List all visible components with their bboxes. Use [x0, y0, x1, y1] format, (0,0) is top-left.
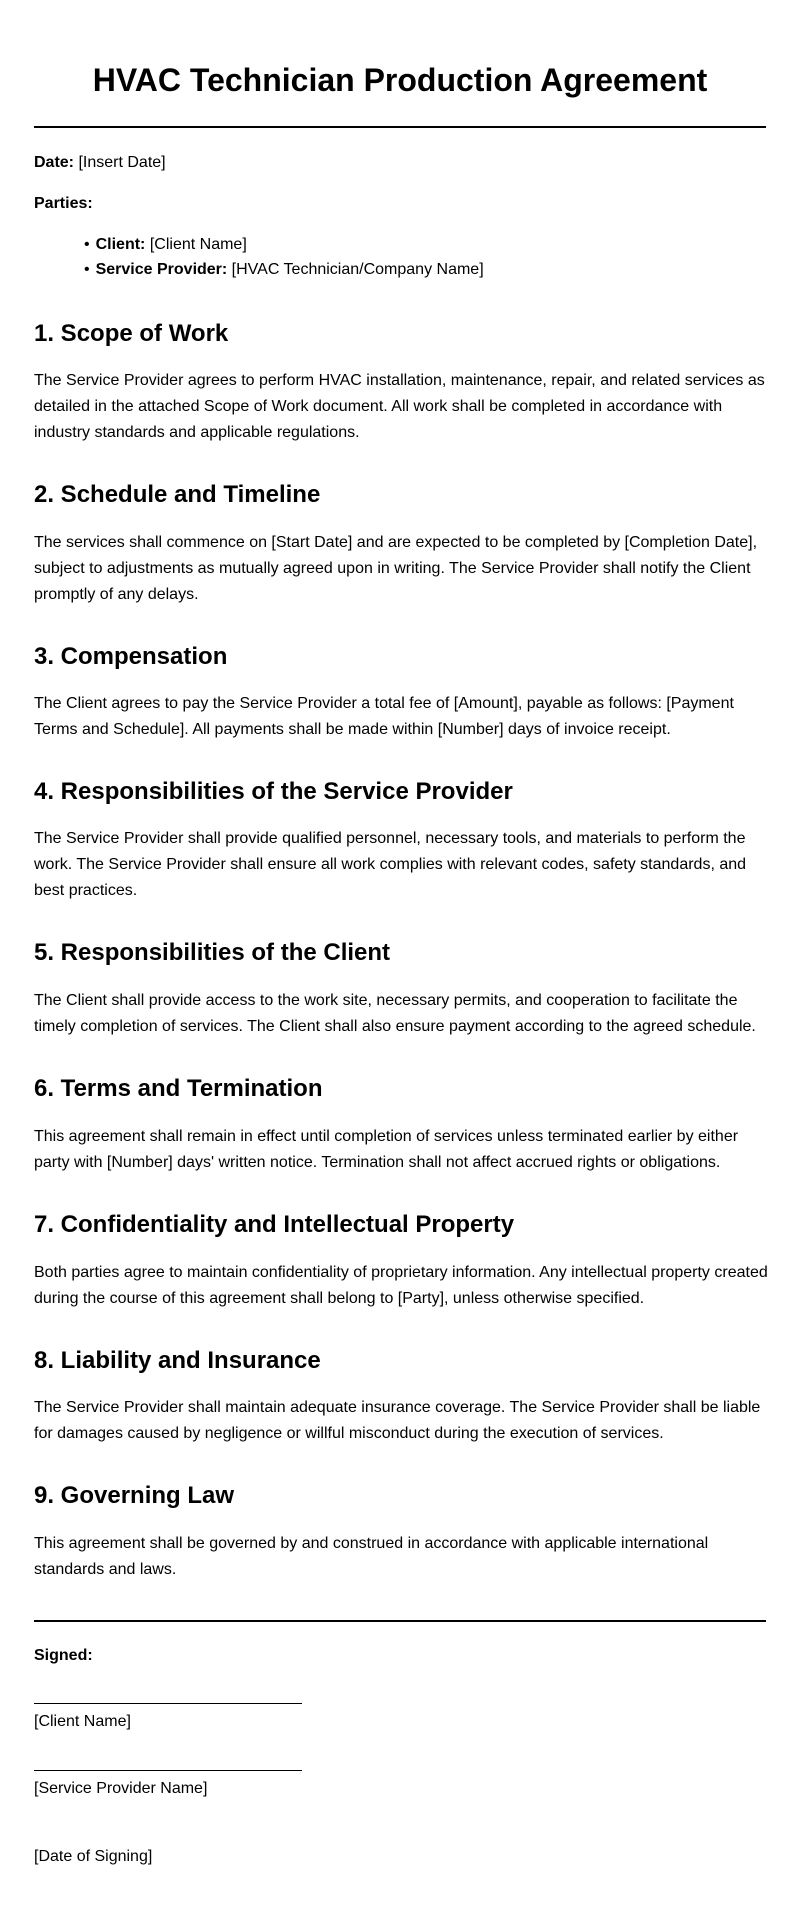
- date-label: Date:: [34, 154, 75, 171]
- client-signature-line: [34, 1703, 302, 1704]
- section-body-provider-responsibilities: The Service Provider shall provide qualified personnel, necessary tools, and materials to perform the work. The Service Provider shall ensure all work complies with relevant codes, safety standards, and best practices.: [34, 830, 747, 899]
- date-of-signing: [Date of Signing]: [34, 1848, 153, 1865]
- section-body-liability: The Service Provider shall maintain adequate insurance coverage. The Service Provider shall be liable for damages caused by negligence or willful misconduct during the execution of services.: [34, 1399, 761, 1442]
- date-line: [34, 151, 166, 175]
- title-divider: [34, 126, 766, 128]
- party-service-provider: [84, 257, 484, 282]
- section-heading-schedule: 2. Schedule and Timeline: [34, 481, 321, 508]
- party-client-value: [Client Name]: [145, 236, 247, 253]
- date-value: [Insert Date]: [74, 154, 166, 171]
- section-body-compensation: The Client agrees to pay the Service Provider a total fee of [Amount], payable as follows: [Payment Terms and Schedule]. All payments shall be made within [Number] days of invoice receipt.: [34, 695, 734, 738]
- section-body-governing-law: This agreement shall be governed by and construed in accordance with applicable international standards and laws.: [34, 1535, 709, 1578]
- section-body-scope-of-work: The Service Provider agrees to perform HVAC installation, maintenance, repair, and related services as detailed in the attached Scope of Work document. All work shall be completed in accordance with industry standards and applicable regulations.: [34, 372, 765, 441]
- party-client: [84, 232, 484, 257]
- parties-list: [84, 232, 484, 282]
- section-heading-confidentiality: 7. Confidentiality and Intellectual Property: [34, 1211, 515, 1238]
- party-client-label: Client:: [95, 236, 146, 253]
- section-body-terms-termination: This agreement shall remain in effect until completion of services unless terminated earlier by either party with [Number] days' written notice. Termination shall not affect accrued rights or obligations.: [34, 1128, 739, 1171]
- section-heading-provider-responsibilities: 4. Responsibilities of the Service Provider: [34, 778, 513, 805]
- section-heading-terms-termination: 6. Terms and Termination: [34, 1075, 323, 1102]
- provider-signature-line: [34, 1770, 302, 1771]
- client-signature-name: [Client Name]: [34, 1713, 131, 1730]
- provider-signature-name: [Service Provider Name]: [34, 1780, 208, 1797]
- party-provider-value: [HVAC Technician/Company Name]: [227, 261, 484, 278]
- section-heading-compensation: 3. Compensation: [34, 643, 228, 670]
- parties-label: Parties:: [34, 195, 93, 212]
- section-body-confidentiality: Both parties agree to maintain confidentiality of proprietary information. Any intellectual property created during the course of this agreement shall belong to [Party], unless otherwise specified.: [34, 1264, 768, 1307]
- document-title: HVAC Technician Production Agreement: [92, 62, 708, 98]
- section-body-schedule: The services shall commence on [Start Date] and are expected to be completed by [Completion Date], subject to adjustments as mutually agreed upon in writing. The Service Provider shall notify the Client promptly of any delays.: [34, 534, 758, 603]
- party-provider-label: Service Provider:: [95, 261, 228, 278]
- section-heading-scope-of-work: 1. Scope of Work: [34, 320, 229, 347]
- section-heading-governing-law: 9. Governing Law: [34, 1482, 235, 1509]
- signed-label: Signed:: [34, 1647, 93, 1664]
- section-heading-client-responsibilities: 5. Responsibilities of the Client: [34, 939, 391, 966]
- section-heading-liability: 8. Liability and Insurance: [34, 1347, 321, 1374]
- section-body-client-responsibilities: The Client shall provide access to the work site, necessary permits, and cooperation to facilitate the timely completion of services. The Client shall also ensure payment according to the agreed schedule.: [34, 992, 756, 1035]
- signature-divider: [34, 1620, 766, 1622]
